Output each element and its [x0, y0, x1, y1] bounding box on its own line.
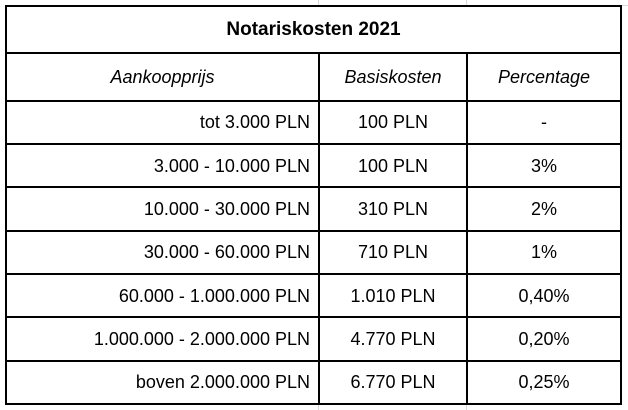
price-cell: 10.000 - 30.000 PLN	[6, 187, 319, 230]
base-cost-cell: 310 PLN	[319, 187, 467, 230]
notary-costs-table	[5, 5, 622, 405]
table-row	[6, 187, 621, 230]
percentage-cell: 0,25%	[467, 361, 621, 404]
price-cell: tot 3.000 PLN	[6, 101, 319, 144]
percentage-cell: -	[467, 101, 621, 144]
base-cost-cell: 1.010 PLN	[319, 274, 467, 317]
header-purchase-price: Aankoopprijs	[6, 53, 319, 100]
percentage-cell: 2%	[467, 187, 621, 230]
table-row	[6, 274, 621, 317]
table-row	[6, 317, 621, 360]
header-base-costs: Basiskosten	[319, 53, 467, 100]
header-row	[6, 53, 621, 100]
percentage-cell: 0,40%	[467, 274, 621, 317]
price-cell: 30.000 - 60.000 PLN	[6, 231, 319, 274]
price-cell: 60.000 - 1.000.000 PLN	[6, 274, 319, 317]
sheet-gridline	[318, 405, 319, 410]
base-cost-cell: 100 PLN	[319, 101, 467, 144]
base-cost-cell: 4.770 PLN	[319, 317, 467, 360]
base-cost-cell: 710 PLN	[319, 231, 467, 274]
percentage-cell: 0,20%	[467, 317, 621, 360]
title-row	[6, 6, 621, 53]
base-cost-cell: 6.770 PLN	[319, 361, 467, 404]
percentage-cell: 1%	[467, 231, 621, 274]
sheet-gridline	[466, 405, 467, 410]
table-row	[6, 101, 621, 144]
price-cell: boven 2.000.000 PLN	[6, 361, 319, 404]
table-row	[6, 231, 621, 274]
percentage-cell: 3%	[467, 144, 621, 187]
header-percentage: Percentage	[467, 53, 621, 100]
base-cost-cell: 100 PLN	[319, 144, 467, 187]
table-row	[6, 361, 621, 404]
price-cell: 3.000 - 10.000 PLN	[6, 144, 319, 187]
price-cell: 1.000.000 - 2.000.000 PLN	[6, 317, 319, 360]
table-title: Notariskosten 2021	[6, 6, 621, 53]
table-row	[6, 144, 621, 187]
